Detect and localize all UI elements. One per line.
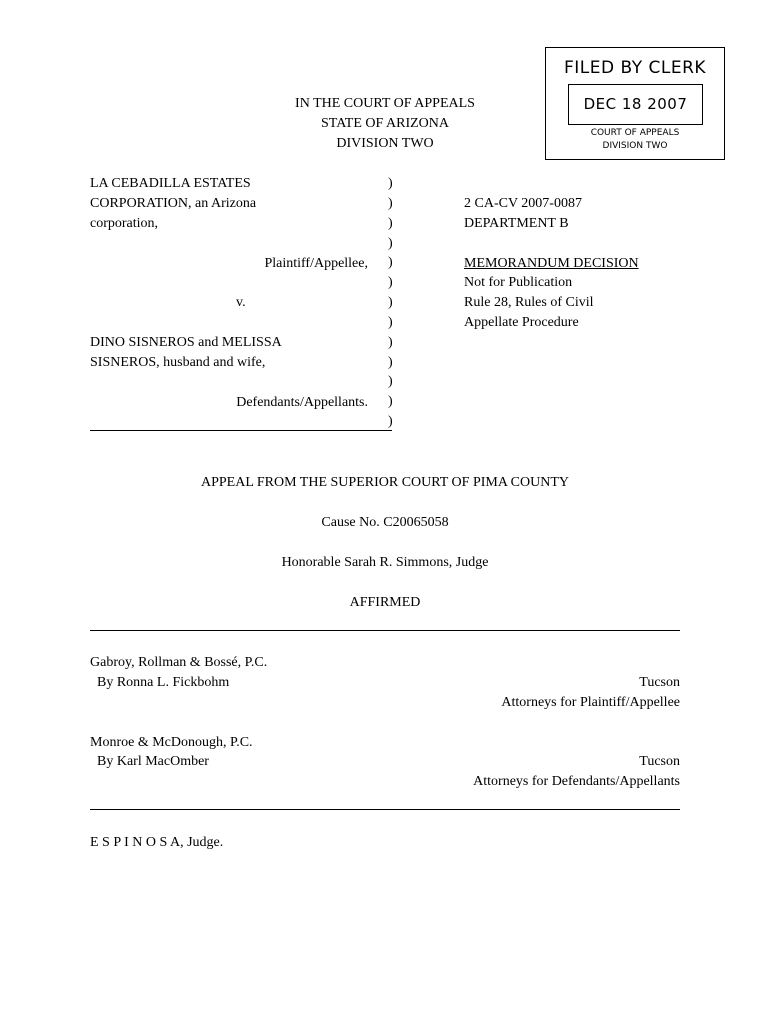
counsel-city-1: Tucson	[639, 675, 680, 690]
filed-by-clerk-stamp	[545, 47, 725, 160]
defendant-name-line1: DINO SISNEROS and MELISSA	[90, 335, 282, 350]
opinion-author: E S P I N O S A, Judge.	[90, 835, 224, 850]
paren: )	[388, 195, 393, 211]
paren: )	[388, 176, 393, 191]
paren: )	[388, 215, 393, 231]
paren: )	[388, 354, 393, 370]
appeal-from: APPEAL FROM THE SUPERIOR COURT OF PIMA COUNTY	[200, 475, 570, 490]
department: DEPARTMENT B	[464, 216, 569, 231]
publication-status: Not for Publication	[464, 275, 573, 290]
defendant-role: Defendants/Appellants.	[236, 395, 368, 410]
divider-bottom	[90, 809, 680, 810]
stamp-title: FILED BY CLERK	[563, 58, 707, 78]
counsel-role-1: Attorneys for Plaintiff/Appellee	[501, 695, 680, 710]
court-heading-line1: IN THE COURT OF APPEALS	[295, 96, 475, 111]
court-heading-line3: DIVISION TWO	[336, 136, 434, 151]
paren: )	[388, 394, 393, 410]
paren: )	[388, 414, 393, 430]
plaintiff-name-line3: corporation,	[90, 216, 159, 231]
plaintiff-name-line1: LA CEBADILLA ESTATES	[90, 176, 251, 191]
stamp-division: DIVISION TWO	[602, 141, 668, 151]
plaintiff-name-line2: CORPORATION, an Arizona	[90, 196, 257, 211]
versus: v.	[236, 295, 246, 310]
paren: )	[388, 255, 393, 271]
rule-line1: Rule 28, Rules of Civil	[464, 295, 594, 310]
caption-parenthesis-column	[388, 174, 400, 432]
disposition: AFFIRMED	[349, 595, 421, 610]
trial-judge: Honorable Sarah R. Simmons, Judge	[281, 555, 489, 570]
counsel-attorney-2: By Karl MacOmber	[90, 754, 209, 769]
counsel-role-2: Attorneys for Defendants/Appellants	[473, 774, 680, 789]
rule-line2: Appellate Procedure	[464, 315, 579, 330]
paren: )	[388, 314, 393, 330]
stamp-date: DEC 18 2007	[568, 84, 703, 125]
counsel-attorney-1: By Ronna L. Fickbohm	[90, 675, 230, 690]
case-number: 2 CA-CV 2007-0087	[464, 196, 582, 211]
paren: )	[388, 374, 393, 390]
counsel-firm-1: Gabroy, Rollman & Bossé, P.C.	[90, 655, 268, 670]
caption-rule	[90, 430, 392, 431]
decision-type: MEMORANDUM DECISION	[464, 256, 639, 271]
counsel-city-2: Tucson	[639, 754, 680, 769]
court-heading-line2: STATE OF ARIZONA	[321, 116, 449, 131]
defendant-name-line2: SISNEROS, husband and wife,	[90, 355, 266, 370]
court-heading	[235, 94, 535, 154]
paren: )	[388, 235, 393, 251]
paren: )	[388, 334, 393, 350]
counsel-firm-2: Monroe & McDonough, P.C.	[90, 735, 253, 750]
stamp-court: COURT OF APPEALS	[590, 128, 680, 138]
paren: )	[388, 295, 393, 311]
paren: )	[388, 275, 393, 291]
cause-number: Cause No. C20065058	[321, 515, 449, 530]
plaintiff-role: Plaintiff/Appellee,	[264, 256, 368, 271]
divider-top	[90, 630, 680, 631]
